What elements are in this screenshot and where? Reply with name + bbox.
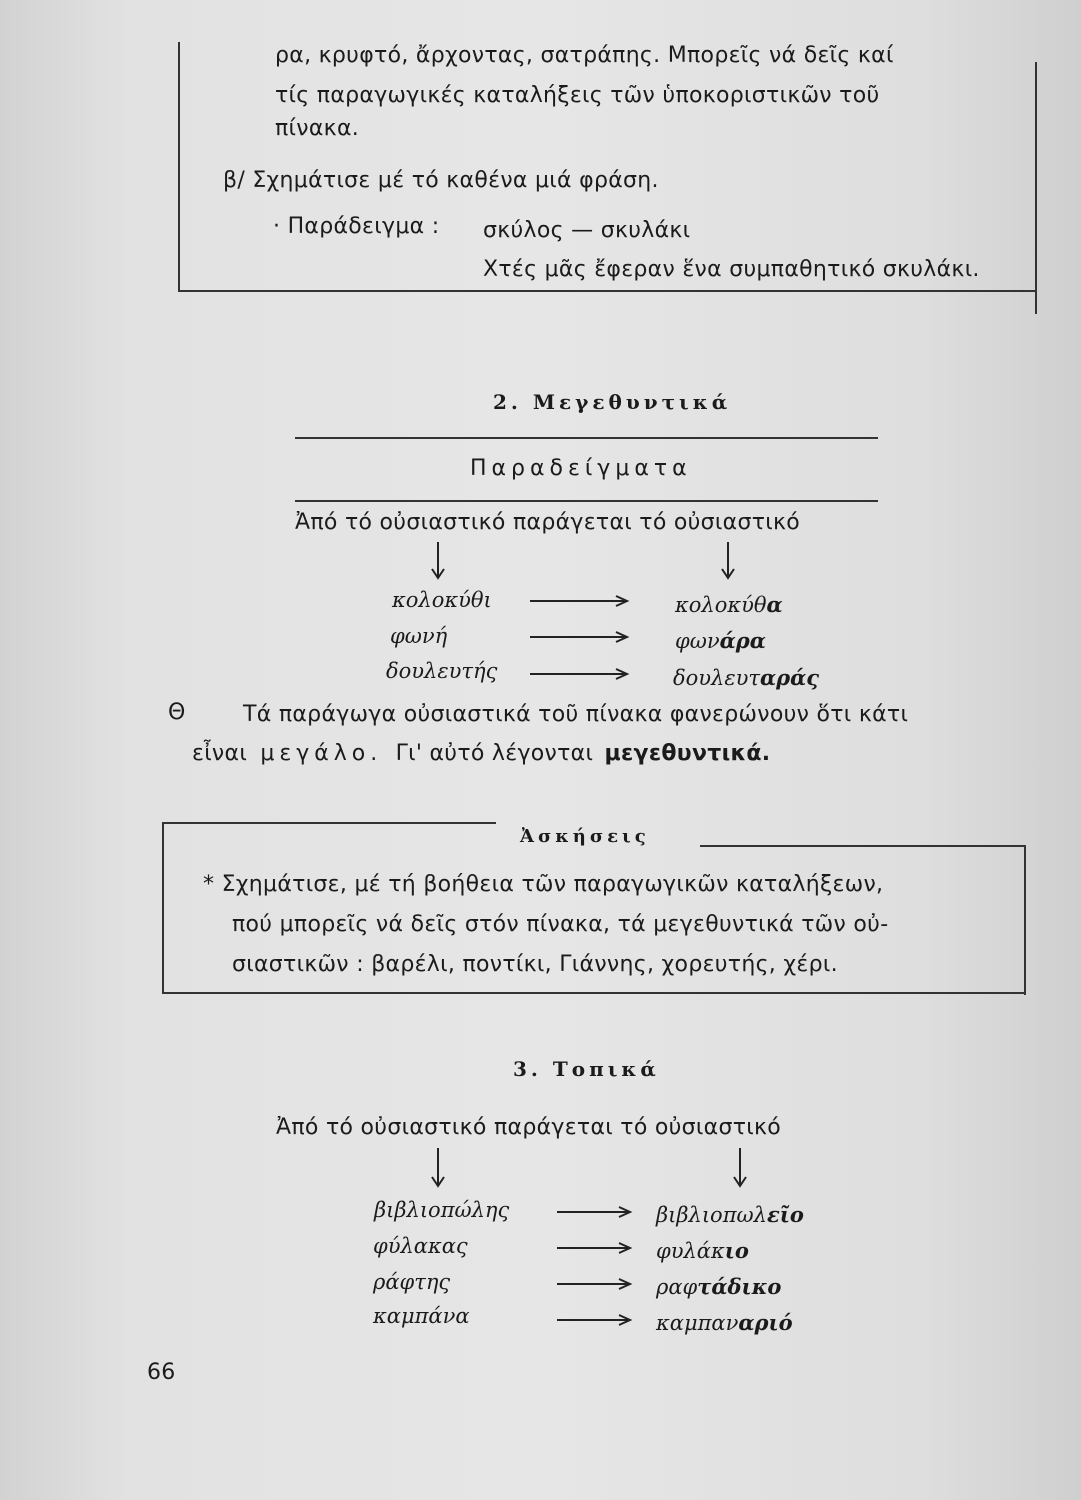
box1-bottom-border	[178, 290, 1036, 292]
s2-derived-2: φωνάρα	[675, 628, 766, 653]
s2-derived-1: κολοκύθα	[675, 592, 783, 617]
page-number: 66	[147, 1360, 176, 1385]
s3-derived-1: βιβλιοπωλεῖο	[656, 1202, 804, 1227]
s3-right-arrow-1	[557, 1205, 633, 1219]
box1-line1: ρα, κρυφτό, ἄρχοντας, σατράπης. Μπορεῖς νά δεῖς καί	[275, 43, 894, 68]
section2-down-arrow-left	[428, 542, 448, 582]
note-spaced-word: μεγάλο.	[260, 741, 383, 766]
s3-derived-3: ραφτάδικο	[656, 1274, 782, 1299]
section3-title: 3. Τοπικά	[513, 1057, 660, 1081]
exercise-line1: * Σχημάτισε, μέ τή βοήθεια τῶν παραγωγικῶν καταλήξεων,	[203, 872, 884, 897]
ex-box-top-left	[162, 822, 496, 824]
s2-base-2: φωνή	[390, 624, 448, 648]
note-line1: Τά παράγωγα οὐσιαστικά τοῦ πίνακα φανερώνουν ὅτι κάτι	[243, 702, 909, 727]
exercises-title: Ἀσκήσεις	[520, 826, 650, 847]
s3-derived-4: καμπαναριό	[656, 1310, 793, 1335]
s2-right-arrow-1	[530, 594, 630, 608]
ex-box-top-right	[700, 845, 1026, 847]
s2-base-1: κολοκύθι	[392, 588, 492, 612]
section2-down-arrow-right	[718, 542, 738, 582]
box1-task-b: β/ Σχημάτισε μέ τό καθένα μιά φράση.	[223, 168, 659, 193]
s3-base-2: φύλακας	[373, 1234, 468, 1258]
note-line2-start: εἶναι	[192, 741, 248, 766]
ex-box-left	[162, 822, 164, 994]
section3-down-arrow-left	[428, 1148, 448, 1190]
s2-right-arrow-2	[530, 630, 630, 644]
section2-title: 2. Μεγεθυντικά	[493, 390, 732, 414]
box1-example-sentence: Χτές μᾶς ἔφεραν ἕνα συμπαθητικό σκυλάκι.	[483, 257, 980, 282]
exercise-line2: πού μπορεῖς νά δεῖς στόν πίνακα, τά μεγεθυντικά τῶν οὐ-	[232, 912, 889, 937]
box1-example-pair: σκύλος — σκυλάκι	[483, 218, 691, 243]
s2-right-arrow-3	[530, 667, 630, 681]
s2-derived-3: δουλευταράς	[673, 665, 820, 690]
box1-left-border	[178, 42, 180, 292]
s3-base-4: καμπάνα	[373, 1304, 470, 1328]
section2-subtitle: Παραδείγματα	[470, 456, 692, 481]
section2-intro: Ἀπό τό οὐσιαστικό παράγεται τό οὐσιαστικό	[295, 510, 801, 535]
section2-rule-top	[295, 437, 878, 439]
note-bold-term: μεγεθυντικά.	[604, 741, 771, 766]
note-symbol: Θ	[168, 700, 186, 725]
section3-down-arrow-right	[730, 1148, 750, 1190]
s3-right-arrow-2	[557, 1241, 633, 1255]
ex-box-right	[1024, 845, 1026, 995]
box1-line2: τίς παραγωγικές καταλήξεις τῶν ὑποκοριστικῶν τοῦ	[275, 83, 880, 108]
box1-example-label: · Παράδειγμα :	[273, 214, 440, 239]
box1-line3: πίνακα.	[275, 116, 360, 141]
note-line2-mid: Γι' αὐτό λέγονται	[395, 741, 594, 766]
s3-right-arrow-3	[557, 1277, 633, 1291]
note-line2	[192, 741, 770, 766]
ex-box-bottom	[162, 992, 1026, 994]
box1-right-border	[1035, 62, 1037, 314]
s3-base-3: ράφτης	[373, 1270, 451, 1294]
s3-right-arrow-4	[557, 1313, 633, 1327]
s3-base-1: βιβλιοπώλης	[374, 1198, 510, 1222]
s3-derived-2: φυλάκιο	[656, 1238, 749, 1263]
exercise-line3: σιαστικῶν : βαρέλι, ποντίκι, Γιάννης, χορευτής, χέρι.	[232, 952, 838, 977]
section2-rule-bottom	[295, 500, 878, 502]
s2-base-3: δουλευτής	[386, 659, 498, 683]
section3-intro: Ἀπό τό οὐσιαστικό παράγεται τό οὐσιαστικό	[276, 1115, 782, 1140]
